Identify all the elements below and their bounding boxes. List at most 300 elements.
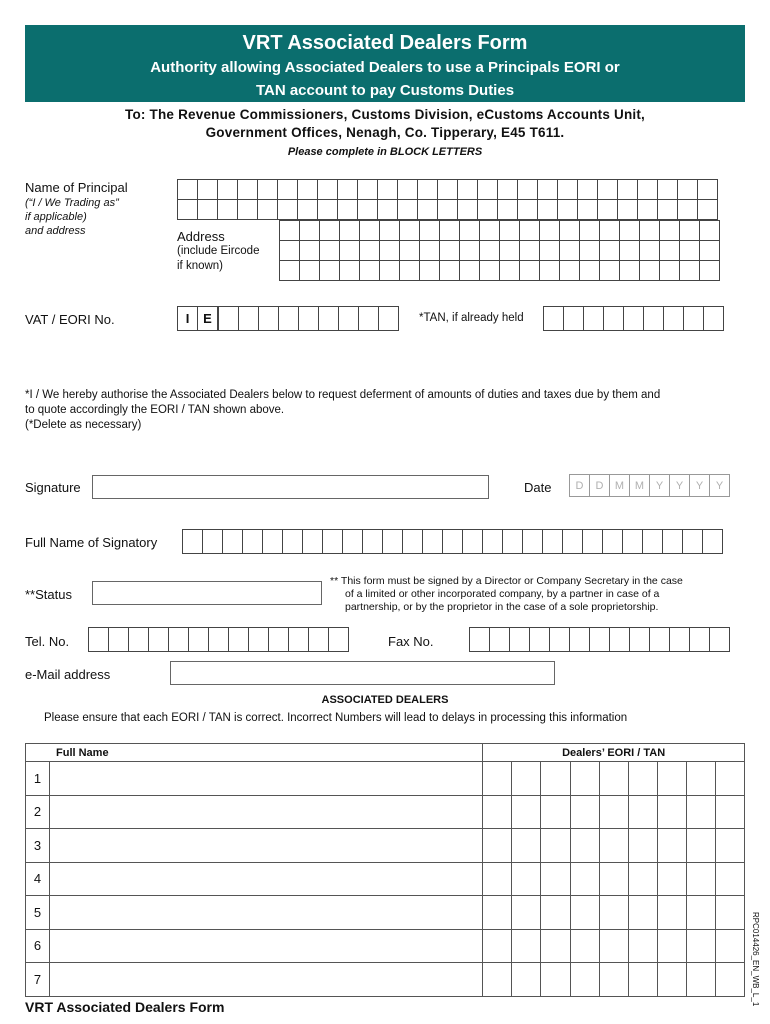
dealer-eori-cell[interactable] <box>541 762 570 796</box>
vat-digit-cell[interactable] <box>338 306 359 331</box>
address-cell[interactable] <box>599 220 620 241</box>
address-cell[interactable] <box>439 260 460 281</box>
fax-cell[interactable] <box>709 627 730 652</box>
dealer-eori-cell[interactable] <box>657 963 686 997</box>
principal-name-cell[interactable] <box>297 179 318 200</box>
signatory-name-cell[interactable] <box>682 529 703 554</box>
status-field[interactable] <box>92 581 322 605</box>
dealer-row-number: 2 <box>26 795 50 829</box>
principal-name-cell[interactable] <box>557 199 578 220</box>
tel-cell[interactable] <box>288 627 309 652</box>
address-cell[interactable] <box>559 240 580 261</box>
address-cell[interactable] <box>319 260 340 281</box>
tel-cell[interactable] <box>88 627 109 652</box>
principal-name-cell[interactable] <box>637 199 658 220</box>
address-cell[interactable] <box>459 220 480 241</box>
address-cell[interactable] <box>599 240 620 261</box>
principal-name-cell[interactable] <box>297 199 318 220</box>
principal-name-cell[interactable] <box>477 199 498 220</box>
address-cell[interactable] <box>399 240 420 261</box>
tel-grid[interactable] <box>88 627 349 652</box>
signatory-name-cell[interactable] <box>662 529 683 554</box>
fax-cell[interactable] <box>609 627 630 652</box>
fax-cell[interactable] <box>669 627 690 652</box>
address-cell[interactable] <box>539 220 560 241</box>
fax-cell[interactable] <box>469 627 490 652</box>
signatory-name-cell[interactable] <box>642 529 663 554</box>
address-cell[interactable] <box>359 220 380 241</box>
address-grid-row3[interactable] <box>279 260 720 281</box>
vat-digit-cell[interactable] <box>358 306 379 331</box>
address-cell[interactable] <box>379 260 400 281</box>
signatory-name-cell[interactable] <box>182 529 203 554</box>
signatory-name-cell[interactable] <box>382 529 403 554</box>
principal-name-cell[interactable] <box>437 199 458 220</box>
principal-name-cell[interactable] <box>597 179 618 200</box>
principal-name-cell[interactable] <box>357 199 378 220</box>
date-cell[interactable]: Y <box>709 474 730 497</box>
fax-cell[interactable] <box>649 627 670 652</box>
dealer-eori-cell[interactable] <box>483 795 512 829</box>
principal-name-cell[interactable] <box>677 179 698 200</box>
tel-cell[interactable] <box>148 627 169 652</box>
address-cell[interactable] <box>499 260 520 281</box>
principal-name-cell[interactable] <box>517 179 538 200</box>
dealer-eori-cell[interactable] <box>715 862 744 896</box>
dealer-eori-cell[interactable] <box>599 762 628 796</box>
address-cell[interactable] <box>399 220 420 241</box>
tan-cell[interactable] <box>663 306 684 331</box>
dealer-eori-cell[interactable] <box>686 929 715 963</box>
address-cell[interactable] <box>379 220 400 241</box>
signatory-name-cell[interactable] <box>282 529 303 554</box>
signatory-name-cell[interactable] <box>242 529 263 554</box>
dealer-eori-cell[interactable] <box>715 829 744 863</box>
address-cell[interactable] <box>559 260 580 281</box>
dealer-eori-cell[interactable] <box>599 929 628 963</box>
address-cell[interactable] <box>339 220 360 241</box>
signatory-name-cell[interactable] <box>302 529 323 554</box>
address-cell[interactable] <box>399 260 420 281</box>
dealer-eori-cell[interactable] <box>483 896 512 930</box>
tel-cell[interactable] <box>168 627 189 652</box>
address-cell[interactable] <box>339 260 360 281</box>
principal-name-cell[interactable] <box>237 179 258 200</box>
principal-name-cell[interactable] <box>317 179 338 200</box>
address-cell[interactable] <box>639 240 660 261</box>
dealer-name-field[interactable] <box>50 929 483 963</box>
vat-digit-cell[interactable] <box>218 306 239 331</box>
address-cell[interactable] <box>539 240 560 261</box>
principal-name-cell[interactable] <box>357 179 378 200</box>
tan-label: *TAN, if already held <box>419 312 524 324</box>
principal-name-cell[interactable] <box>537 199 558 220</box>
tel-cell[interactable] <box>208 627 229 652</box>
principal-name-cell[interactable] <box>337 199 358 220</box>
principal-name-cell[interactable] <box>177 199 198 220</box>
dealer-eori-cell[interactable] <box>570 963 599 997</box>
dealer-name-field[interactable] <box>50 795 483 829</box>
tel-cell[interactable] <box>188 627 209 652</box>
signatory-name-cell[interactable] <box>442 529 463 554</box>
dealer-eori-cell[interactable] <box>686 762 715 796</box>
address-grid-row1[interactable] <box>279 220 720 241</box>
address-cell[interactable] <box>559 220 580 241</box>
dealer-eori-cell[interactable] <box>512 862 541 896</box>
dealer-name-field[interactable] <box>50 762 483 796</box>
date-cell[interactable]: Y <box>669 474 690 497</box>
dealer-eori-cell[interactable] <box>541 896 570 930</box>
principal-name-cell[interactable] <box>677 199 698 220</box>
dealer-eori-cell[interactable] <box>715 963 744 997</box>
address-cell[interactable] <box>439 240 460 261</box>
tan-cell[interactable] <box>603 306 624 331</box>
dealer-eori-cell[interactable] <box>570 762 599 796</box>
principal-name-cell[interactable] <box>377 199 398 220</box>
address-cell[interactable] <box>419 260 440 281</box>
address-cell[interactable] <box>299 240 320 261</box>
dealer-eori-cell[interactable] <box>715 795 744 829</box>
address-cell[interactable] <box>459 260 480 281</box>
principal-name-cell[interactable] <box>657 179 678 200</box>
address-cell[interactable] <box>419 220 440 241</box>
tan-cell[interactable] <box>583 306 604 331</box>
dealer-eori-cell[interactable] <box>686 896 715 930</box>
dealer-eori-cell[interactable] <box>512 829 541 863</box>
address-cell[interactable] <box>299 220 320 241</box>
date-cell[interactable]: D <box>589 474 610 497</box>
tel-cell[interactable] <box>268 627 289 652</box>
vat-digit-cell[interactable] <box>238 306 259 331</box>
address-cell[interactable] <box>279 260 300 281</box>
dealer-eori-cell[interactable] <box>715 762 744 796</box>
dealer-eori-cell[interactable] <box>599 829 628 863</box>
dealer-eori-cell[interactable] <box>570 795 599 829</box>
dealer-eori-cell[interactable] <box>541 862 570 896</box>
tan-cell[interactable] <box>703 306 724 331</box>
address-cell[interactable] <box>579 260 600 281</box>
signatory-name-cell[interactable] <box>362 529 383 554</box>
principal-name-cell[interactable] <box>577 199 598 220</box>
principal-name-cell[interactable] <box>277 199 298 220</box>
dealer-eori-cell[interactable] <box>541 963 570 997</box>
fax-cell[interactable] <box>689 627 710 652</box>
fax-cell[interactable] <box>629 627 650 652</box>
signature-field[interactable] <box>92 475 489 499</box>
email-field[interactable] <box>170 661 555 685</box>
principal-name-cell[interactable] <box>457 179 478 200</box>
principal-name-cell[interactable] <box>257 179 278 200</box>
tan-cell[interactable] <box>623 306 644 331</box>
tel-cell[interactable] <box>128 627 149 652</box>
date-cell[interactable]: Y <box>689 474 710 497</box>
date-cell[interactable]: Y <box>649 474 670 497</box>
dealer-eori-cell[interactable] <box>541 795 570 829</box>
principal-name-cell[interactable] <box>397 179 418 200</box>
dealer-eori-cell[interactable] <box>657 829 686 863</box>
dealer-eori-cell[interactable] <box>657 795 686 829</box>
principal-name-cell[interactable] <box>497 199 518 220</box>
principal-name-cell[interactable] <box>457 199 478 220</box>
date-cell[interactable]: M <box>609 474 630 497</box>
fax-cell[interactable] <box>489 627 510 652</box>
principal-name-grid-row2[interactable] <box>177 199 718 220</box>
tan-cell[interactable] <box>563 306 584 331</box>
signatory-name-cell[interactable] <box>702 529 723 554</box>
vat-digit-cell[interactable] <box>298 306 319 331</box>
address-cell[interactable] <box>359 260 380 281</box>
vat-eori-grid[interactable] <box>177 306 399 331</box>
address-cell[interactable] <box>459 240 480 261</box>
dealer-eori-cell[interactable] <box>628 829 657 863</box>
dealer-eori-cell[interactable] <box>570 862 599 896</box>
dealer-eori-cell[interactable] <box>570 829 599 863</box>
dealer-eori-cell[interactable] <box>599 795 628 829</box>
dealer-eori-cell[interactable] <box>657 762 686 796</box>
dealer-eori-cell[interactable] <box>512 795 541 829</box>
dealer-eori-cell[interactable] <box>686 963 715 997</box>
tan-cell[interactable] <box>683 306 704 331</box>
fax-cell[interactable] <box>529 627 550 652</box>
dealer-eori-cell[interactable] <box>657 896 686 930</box>
tel-cell[interactable] <box>308 627 329 652</box>
address-cell[interactable] <box>319 240 340 261</box>
signatory-name-cell[interactable] <box>522 529 543 554</box>
principal-name-cell[interactable] <box>497 179 518 200</box>
principal-name-cell[interactable] <box>417 199 438 220</box>
address-cell[interactable] <box>659 260 680 281</box>
dealer-eori-cell[interactable] <box>599 862 628 896</box>
address-cell[interactable] <box>519 240 540 261</box>
address-cell[interactable] <box>439 220 460 241</box>
address-cell[interactable] <box>699 220 720 241</box>
address-cell[interactable] <box>299 260 320 281</box>
address-cell[interactable] <box>539 260 560 281</box>
principal-name-cell[interactable] <box>537 179 558 200</box>
signatory-name-cell[interactable] <box>482 529 503 554</box>
address-cell[interactable] <box>579 220 600 241</box>
principal-name-cell[interactable] <box>397 199 418 220</box>
dealer-eori-cell[interactable] <box>483 963 512 997</box>
status-note-1: ** This form must be signed by a Director or Company Secretary in the case <box>330 575 683 587</box>
fax-cell[interactable] <box>509 627 530 652</box>
principal-name-cell[interactable] <box>577 179 598 200</box>
address-cell[interactable] <box>659 240 680 261</box>
dealer-eori-cell[interactable] <box>686 829 715 863</box>
dealer-eori-cell[interactable] <box>570 896 599 930</box>
date-cell[interactable]: D <box>569 474 590 497</box>
dealer-eori-cell[interactable] <box>628 762 657 796</box>
principal-name-label: Name of Principal <box>25 180 128 195</box>
dealer-eori-cell[interactable] <box>686 862 715 896</box>
principal-name-cell[interactable] <box>617 199 638 220</box>
dealer-eori-cell[interactable] <box>512 963 541 997</box>
dealers-notice: Please ensure that each EORI / TAN is correct. Incorrect Numbers will lead to delays in processing this information <box>44 712 628 724</box>
address-sub-2: if known) <box>177 260 224 272</box>
signatory-name-cell[interactable] <box>602 529 623 554</box>
dealer-name-field[interactable] <box>50 862 483 896</box>
address-cell[interactable] <box>619 220 640 241</box>
signatory-name-cell[interactable] <box>582 529 603 554</box>
principal-name-cell[interactable] <box>417 179 438 200</box>
address-cell[interactable] <box>419 240 440 261</box>
fax-cell[interactable] <box>589 627 610 652</box>
address-cell[interactable] <box>339 240 360 261</box>
address-cell[interactable] <box>679 220 700 241</box>
signatory-name-cell[interactable] <box>622 529 643 554</box>
principal-name-cell[interactable] <box>697 199 718 220</box>
address-cell[interactable] <box>319 220 340 241</box>
principal-name-cell[interactable] <box>637 179 658 200</box>
address-cell[interactable] <box>619 240 640 261</box>
address-grid-row2[interactable] <box>279 240 720 261</box>
dealer-eori-cell[interactable] <box>483 829 512 863</box>
address-cell[interactable] <box>479 220 500 241</box>
dealer-eori-cell[interactable] <box>541 829 570 863</box>
dealer-eori-cell[interactable] <box>599 896 628 930</box>
authorisation-line3: (*Delete as necessary) <box>25 419 142 431</box>
principal-name-grid-row1[interactable] <box>177 179 718 200</box>
tel-cell[interactable] <box>228 627 249 652</box>
signatory-name-grid[interactable] <box>182 529 723 554</box>
dealer-eori-cell[interactable] <box>512 762 541 796</box>
dealer-row <box>26 829 745 863</box>
address-cell[interactable] <box>679 260 700 281</box>
address-cell[interactable] <box>499 240 520 261</box>
vat-digit-cell[interactable] <box>378 306 399 331</box>
dealer-eori-cell[interactable] <box>628 963 657 997</box>
principal-name-cell[interactable] <box>557 179 578 200</box>
principal-name-cell[interactable] <box>237 199 258 220</box>
dealer-name-field[interactable] <box>50 829 483 863</box>
principal-name-cell[interactable] <box>617 179 638 200</box>
dealer-eori-cell[interactable] <box>715 896 744 930</box>
principal-name-cell[interactable] <box>197 179 218 200</box>
authorisation-line1: *I / We hereby authorise the Associated Dealers below to request deferment of amounts of duties and taxes due by them and <box>25 389 661 401</box>
signatory-name-cell[interactable] <box>202 529 223 554</box>
date-cell[interactable]: M <box>629 474 650 497</box>
tan-grid[interactable] <box>543 306 724 331</box>
address-cell[interactable] <box>619 260 640 281</box>
fax-cell[interactable] <box>569 627 590 652</box>
principal-name-cell[interactable] <box>597 199 618 220</box>
signatory-name-cell[interactable] <box>562 529 583 554</box>
dealer-eori-cell[interactable] <box>657 929 686 963</box>
dealer-eori-cell[interactable] <box>628 862 657 896</box>
dealer-eori-cell[interactable] <box>483 862 512 896</box>
address-cell[interactable] <box>659 220 680 241</box>
principal-name-cell[interactable] <box>317 199 338 220</box>
tel-cell[interactable] <box>248 627 269 652</box>
signatory-name-cell[interactable] <box>502 529 523 554</box>
principal-name-cell[interactable] <box>517 199 538 220</box>
principal-name-cell[interactable] <box>697 179 718 200</box>
dealer-eori-cell[interactable] <box>512 929 541 963</box>
address-cell[interactable] <box>579 240 600 261</box>
address-cell[interactable] <box>639 260 660 281</box>
address-cell[interactable] <box>679 240 700 261</box>
dealer-eori-cell[interactable] <box>599 963 628 997</box>
dealer-eori-cell[interactable] <box>628 896 657 930</box>
dealer-eori-cell[interactable] <box>628 929 657 963</box>
date-grid[interactable] <box>569 474 730 497</box>
address-cell[interactable] <box>699 260 720 281</box>
tel-cell[interactable] <box>328 627 349 652</box>
address-cell[interactable] <box>499 220 520 241</box>
signatory-name-cell[interactable] <box>462 529 483 554</box>
signatory-name-cell[interactable] <box>342 529 363 554</box>
dealer-eori-cell[interactable] <box>570 929 599 963</box>
principal-name-cell[interactable] <box>217 199 238 220</box>
principal-sub-3: and address <box>25 225 86 237</box>
address-cell[interactable] <box>599 260 620 281</box>
signatory-name-cell[interactable] <box>322 529 343 554</box>
address-cell[interactable] <box>519 260 540 281</box>
date-label: Date <box>524 480 552 495</box>
principal-name-cell[interactable] <box>277 179 298 200</box>
dealer-eori-cell[interactable] <box>715 929 744 963</box>
principal-name-cell[interactable] <box>177 179 198 200</box>
address-cell[interactable] <box>359 240 380 261</box>
signatory-name-cell[interactable] <box>222 529 243 554</box>
dealer-row-number: 4 <box>26 862 50 896</box>
vat-digit-cell[interactable] <box>258 306 279 331</box>
address-cell[interactable] <box>479 240 500 261</box>
dealer-name-field[interactable] <box>50 896 483 930</box>
address-cell[interactable] <box>639 220 660 241</box>
tel-cell[interactable] <box>108 627 129 652</box>
vat-digit-cell[interactable] <box>318 306 339 331</box>
dealer-eori-cell[interactable] <box>483 762 512 796</box>
principal-name-cell[interactable] <box>197 199 218 220</box>
vat-digit-cell[interactable] <box>278 306 299 331</box>
dealer-eori-cell[interactable] <box>686 795 715 829</box>
fax-grid[interactable] <box>469 627 730 652</box>
address-cell[interactable] <box>479 260 500 281</box>
vat-digit-cells[interactable] <box>218 306 399 331</box>
address-cell[interactable] <box>279 220 300 241</box>
signatory-name-cell[interactable] <box>542 529 563 554</box>
principal-name-cell[interactable] <box>257 199 278 220</box>
principal-name-cell[interactable] <box>377 179 398 200</box>
address-cell[interactable] <box>379 240 400 261</box>
fax-cell[interactable] <box>549 627 570 652</box>
signatory-name-cell[interactable] <box>422 529 443 554</box>
col-full-name: Full Name <box>26 744 483 762</box>
principal-name-cell[interactable] <box>657 199 678 220</box>
dealer-eori-cell[interactable] <box>628 795 657 829</box>
tan-cell[interactable] <box>543 306 564 331</box>
principal-name-cell[interactable] <box>477 179 498 200</box>
signatory-name-cell[interactable] <box>262 529 283 554</box>
form-subtitle-line2: TAN account to pay Customs Duties <box>255 82 515 99</box>
signatory-name-cell[interactable] <box>402 529 423 554</box>
address-cell[interactable] <box>279 240 300 261</box>
address-cell[interactable] <box>699 240 720 261</box>
dealer-name-field[interactable] <box>50 963 483 997</box>
dealer-eori-cell[interactable] <box>512 896 541 930</box>
address-cell[interactable] <box>519 220 540 241</box>
tan-cell[interactable] <box>643 306 664 331</box>
dealer-eori-cell[interactable] <box>483 929 512 963</box>
dealer-eori-cell[interactable] <box>541 929 570 963</box>
tel-label: Tel. No. <box>25 634 70 649</box>
vat-prefix-i: I <box>177 306 198 331</box>
dealer-eori-cell[interactable] <box>657 862 686 896</box>
principal-name-cell[interactable] <box>217 179 238 200</box>
principal-name-cell[interactable] <box>337 179 358 200</box>
principal-name-cell[interactable] <box>437 179 458 200</box>
